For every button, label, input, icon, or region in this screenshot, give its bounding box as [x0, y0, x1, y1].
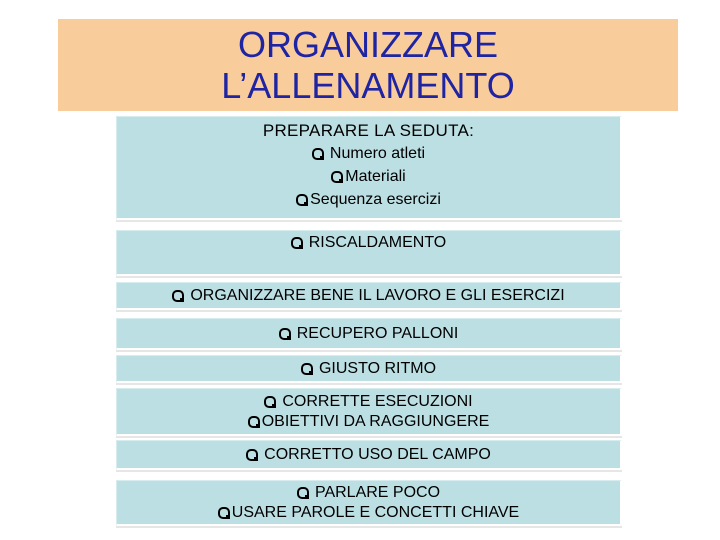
- list-item-label: Numero atleti: [329, 145, 426, 162]
- list-item-label: OBIETTIVI DA RAGGIUNGERE: [261, 412, 490, 430]
- list-item: [297, 483, 440, 503]
- q-square-bullet-icon: [291, 237, 303, 249]
- list-item: [331, 167, 405, 187]
- q-square-bullet-icon: [279, 328, 291, 340]
- q-square-bullet-icon: [296, 194, 308, 206]
- list-item-label: ORGANIZZARE BENE IL LAVORO E GLI ESERCIZI: [190, 286, 565, 304]
- box-preparare-seduta: [116, 116, 622, 220]
- list-item-label: RECUPERO PALLONI: [296, 324, 459, 342]
- q-square-bullet-icon: [331, 171, 343, 183]
- q-square-bullet-icon: [248, 416, 260, 428]
- box-recupero-palloni: [116, 318, 622, 350]
- list-item-label: PARLARE POCO: [314, 483, 441, 501]
- box-riscaldamento: [116, 230, 622, 276]
- box-organizzare-lavoro: [116, 282, 622, 310]
- box-corrette-esecuzioni: [116, 388, 622, 436]
- list-item-label: GIUSTO RITMO: [318, 359, 437, 377]
- list-item: [312, 144, 425, 164]
- list-item: [296, 190, 441, 210]
- q-square-bullet-icon: [246, 449, 258, 461]
- list-item: [172, 286, 564, 306]
- list-item: [248, 412, 490, 432]
- list-item: [246, 445, 491, 465]
- list-item-label: USARE PAROLE E CONCETTI CHIAVE: [231, 503, 520, 521]
- title-banner: [58, 19, 678, 111]
- list-item-label: Materiali: [345, 168, 406, 185]
- box-lead: PREPARARE LA SEDUTA:: [262, 121, 475, 140]
- q-square-bullet-icon: [218, 507, 230, 519]
- list-item: [279, 324, 459, 344]
- list-item: [264, 392, 472, 412]
- page-title-line-1: ORGANIZZARE: [237, 24, 498, 65]
- page-title-line-2: L’ALLENAMENTO: [221, 65, 515, 106]
- q-square-bullet-icon: [297, 487, 309, 499]
- list-item-label: Sequenza esercizi: [310, 191, 441, 208]
- box-parlare-poco: [116, 480, 622, 526]
- q-square-bullet-icon: [264, 396, 276, 408]
- list-item-label: RISCALDAMENTO: [308, 234, 447, 251]
- q-square-bullet-icon: [172, 290, 184, 302]
- list-item-label: CORRETTE ESECUZIONI: [282, 392, 473, 410]
- box-giusto-ritmo: [116, 355, 622, 383]
- list-item: [301, 359, 436, 379]
- q-square-bullet-icon: [312, 148, 324, 160]
- list-item: [218, 503, 519, 523]
- list-item: [291, 233, 447, 253]
- list-item-label: CORRETTO USO DEL CAMPO: [264, 445, 491, 463]
- box-corretto-uso-campo: [116, 440, 622, 470]
- q-square-bullet-icon: [301, 363, 313, 375]
